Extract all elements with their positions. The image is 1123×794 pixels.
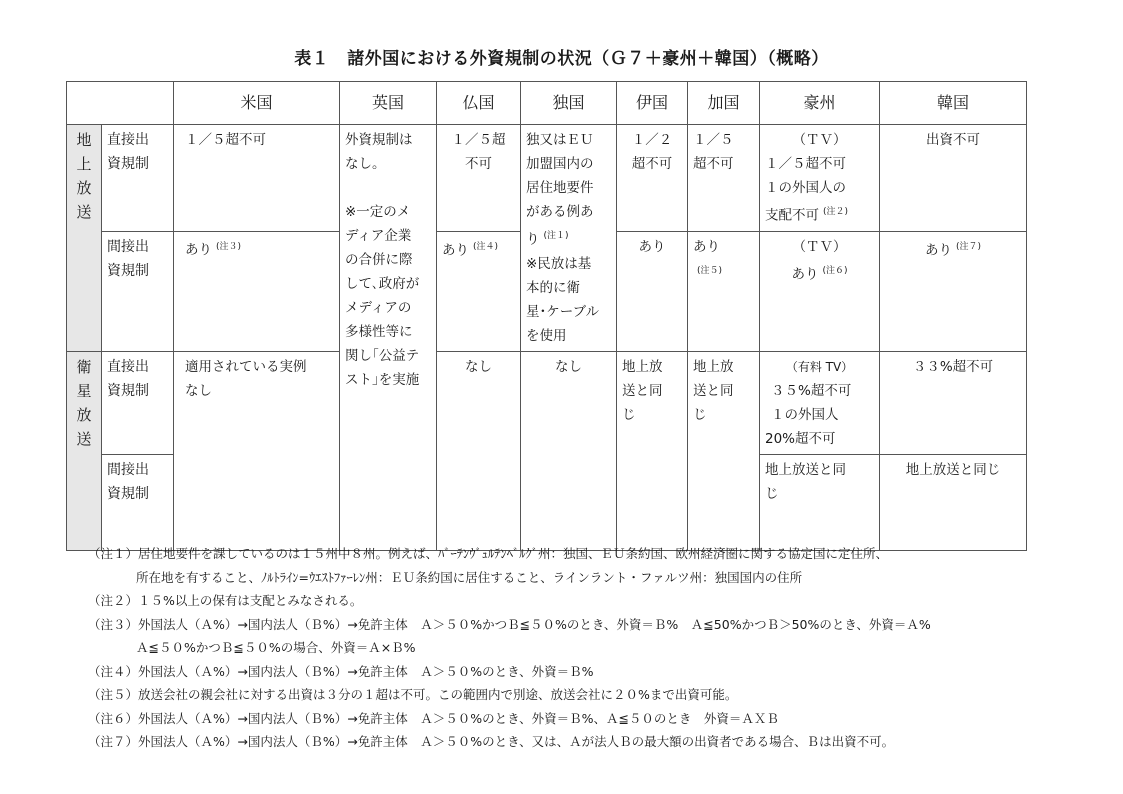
cell-text: あり <box>442 242 469 258</box>
footnote-4: （注４）外国法人（Ａ%）→国内法人（Ｂ%）→免許主体 Ａ＞５０%のとき、外資＝Ｂ% <box>88 663 594 679</box>
col-us: 米国 <box>174 82 340 125</box>
cell-text: を使用 <box>526 327 567 344</box>
cell-text: なし <box>185 382 212 399</box>
cell-text: 20%超不可 <box>765 430 836 447</box>
cell-text: あり <box>638 238 666 255</box>
cell-text: 不可 <box>465 156 492 172</box>
cell-text: （ＴＶ） <box>792 132 847 148</box>
cell-text: ３３%超不可 <box>912 358 994 375</box>
cell-text: あり <box>185 242 212 258</box>
footnote-1-cont: 所在地を有すること、ﾉﾙﾄﾗｲﾝ=ｳｴｽﾄﾌｧｰﾚﾝ州：ＥＵ条約国に居住すること、ラインラント・ファルツ州：独国国内の住所 <box>136 569 803 585</box>
section-satellite <box>67 351 102 550</box>
rowlabel-text: 資規制 <box>107 156 149 172</box>
cell-kr-sat-direct <box>880 351 1027 454</box>
cell-kr-sat-indirect <box>880 454 1027 550</box>
cell-text: して､政府が <box>345 276 420 292</box>
rowlabel-text: 資規制 <box>107 382 149 399</box>
col-ca: 加国 <box>688 82 760 125</box>
cell-text: じ <box>765 485 779 502</box>
col-it: 伊国 <box>617 82 688 125</box>
cell-text: なし <box>555 358 582 375</box>
cell-text: 加盟国内の <box>526 156 594 172</box>
cell-text: 地上放 <box>622 358 663 375</box>
title-text: 諸外国における外資規制の状況（Ｇ７＋豪州＋韓国）（概略） <box>347 49 829 69</box>
footnote-7: （注７）外国法人（Ａ%）→国内法人（Ｂ%）→免許主体 Ａ＞５０%のとき、又は、Ａが法人Ｂの最大額の出資者である場合、Ｂは出資不可。 <box>88 734 895 749</box>
footnote-1: （注１）居住地要件を課しているのは１５州中８州。例えば、ﾊﾞｰﾃﾝｳﾞｭﾙﾃﾝﾍﾞﾙｸﾞ州：独国、ＥＵ条約国、欧州経済圏に関する協定国に定住所、 <box>88 546 889 561</box>
cell-text: 適用されている実例 <box>185 358 307 375</box>
cell-ca-terr-direct <box>688 125 760 232</box>
cell-text: １の外国人の <box>765 180 846 196</box>
cell-text <box>345 176 431 200</box>
note-ref: (注２) <box>823 207 849 217</box>
section-terrestrial <box>67 125 102 352</box>
cell-text: スト｣を実施 <box>345 372 420 388</box>
cell-text: ※一定のメ <box>345 204 411 220</box>
cell-text: （有料 TV） <box>785 359 854 374</box>
footnote-3-cont: Ａ≦５０%かつＢ≦５０%の場合、外資＝Ａ×Ｂ% <box>136 640 416 655</box>
note-ref: (注１) <box>543 231 569 241</box>
col-de: 独国 <box>521 82 617 125</box>
cell-text: （ＴＶ） <box>792 238 847 255</box>
col-uk: 英国 <box>340 82 437 125</box>
section-satellite-label: 衛星放送 <box>76 357 92 448</box>
row-satellite-direct <box>67 351 1027 454</box>
cell-text: なし <box>465 358 492 375</box>
cell-fr-terr-indirect <box>437 231 521 351</box>
cell-text: 星･ケーブル <box>526 303 600 320</box>
cell-text: 居住地要件 <box>526 180 594 196</box>
cell-text: 地上放 <box>693 358 734 375</box>
cell-text: ディア企業 <box>345 228 412 244</box>
col-kr: 韓国 <box>880 82 1027 125</box>
cell-text: 地上放送と同 <box>765 461 846 478</box>
cell-de-sat <box>521 351 617 550</box>
cell-text: り <box>526 231 540 248</box>
rowlabel-text: 資規制 <box>107 485 149 502</box>
cell-text: 関し｢公益テ <box>345 348 420 364</box>
cell-au-terr-indirect <box>760 231 880 351</box>
cell-de-terr <box>521 125 617 352</box>
section-terrestrial-label: 地上放送 <box>76 131 92 221</box>
cell-ca-terr-indirect <box>688 231 760 351</box>
cell-text: じ <box>693 406 707 423</box>
cell-ca-sat <box>688 351 760 550</box>
cell-au-sat-indirect <box>760 454 880 550</box>
cell-it-terr-indirect <box>617 231 688 351</box>
rowlabel-text: 間接出 <box>107 461 149 478</box>
cell-fr-terr-direct <box>437 125 521 232</box>
cell-uk <box>340 125 437 551</box>
cell-text: 地上放送と同じ <box>905 461 1001 478</box>
rowlabel-direct <box>102 125 174 232</box>
cell-kr-terr-direct <box>880 125 1027 232</box>
cell-text: 超不可 <box>693 156 734 172</box>
cell-text: 送と同 <box>693 382 734 399</box>
cell-us-terr-direct <box>174 125 340 232</box>
cell-it-terr-direct <box>617 125 688 232</box>
row-terrestrial-direct <box>67 125 1027 232</box>
cell-au-terr-direct <box>760 125 880 232</box>
note-ref: (注５) <box>697 265 723 276</box>
cell-kr-terr-indirect <box>880 231 1027 351</box>
note-ref: (注３) <box>216 241 242 252</box>
regulation-table <box>66 81 1027 551</box>
footnote-5: （注５）放送会社の親会社に対する出資は３分の１超は不可。この範囲内で別途、放送会社に２０%まで出資可能。 <box>88 687 738 702</box>
cell-text: 出資不可 <box>926 132 980 148</box>
page-title <box>0 44 1123 69</box>
note-ref: (注６) <box>822 265 848 276</box>
rowlabel-direct <box>102 351 174 454</box>
cell-it-sat <box>617 351 688 550</box>
corner-cell <box>67 82 174 125</box>
footnote-6: （注６）外国法人（Ａ%）→国内法人（Ｂ%）→免許主体 Ａ＞５０%のとき、外資＝Ｂ%、Ａ≦５０のとき 外資＝ＡＸＢ <box>88 710 779 726</box>
footnote-3: （注３）外国法人（Ａ%）→国内法人（Ｂ%）→免許主体 Ａ＞５０%かつＢ≦５０%のとき、外資＝Ｂ% Ａ≦50%かつＢ＞50%のとき、外資＝Ａ% <box>88 616 931 632</box>
cell-text: あり <box>791 266 819 282</box>
rowlabel-text: 直接出 <box>107 358 149 375</box>
cell-text: なし。 <box>345 156 386 172</box>
cell-us-terr-indirect <box>174 231 340 351</box>
footnote-2: （注２）１５%以上の保有は支配とみなされる。 <box>88 593 363 608</box>
cell-text: 多様性等に <box>345 324 413 340</box>
rowlabel-indirect <box>102 454 174 550</box>
cell-text: １／５ <box>693 132 734 148</box>
rowlabel-text: 直接出 <box>107 132 149 148</box>
cell-text: じ <box>622 406 636 423</box>
cell-text: ※民放は基 <box>526 255 592 272</box>
col-fr: 仏国 <box>437 82 521 125</box>
cell-au-sat-direct <box>760 351 880 454</box>
rowlabel-text: 間接出 <box>107 238 149 255</box>
cell-text: がある例あ <box>526 204 594 220</box>
footnotes <box>88 542 1028 754</box>
cell-text: メディアの <box>345 300 412 316</box>
cell-text: 超不可 <box>631 156 673 172</box>
cell-us-sat <box>174 351 340 550</box>
header-row <box>67 82 1027 125</box>
col-au: 豪州 <box>760 82 880 125</box>
cell-text: 支配不可 <box>765 207 819 224</box>
cell-text: １／５超 <box>451 132 506 148</box>
table-number: 表１ <box>294 49 330 69</box>
cell-text: 独又はＥＵ <box>526 132 594 148</box>
note-ref: (注７) <box>955 241 982 252</box>
cell-text: １／５超不可 <box>765 156 846 172</box>
cell-text: 本的に衛 <box>526 279 580 296</box>
cell-text: １／２ <box>631 132 673 148</box>
cell-fr-sat <box>437 351 521 550</box>
cell-text: あり <box>924 242 952 258</box>
cell-text: ３５%超不可 <box>771 382 852 399</box>
cell-text: 外資規制は <box>345 132 413 148</box>
note-ref: (注４) <box>473 241 499 252</box>
cell-text: あり <box>693 238 720 255</box>
cell-text: の合併に際 <box>345 252 413 268</box>
cell-text: １の外国人 <box>771 406 839 423</box>
rowlabel-indirect <box>102 231 174 351</box>
cell-text: 送と同 <box>622 382 663 399</box>
cell-text: １／５超不可 <box>185 132 266 148</box>
rowlabel-text: 資規制 <box>107 262 149 279</box>
